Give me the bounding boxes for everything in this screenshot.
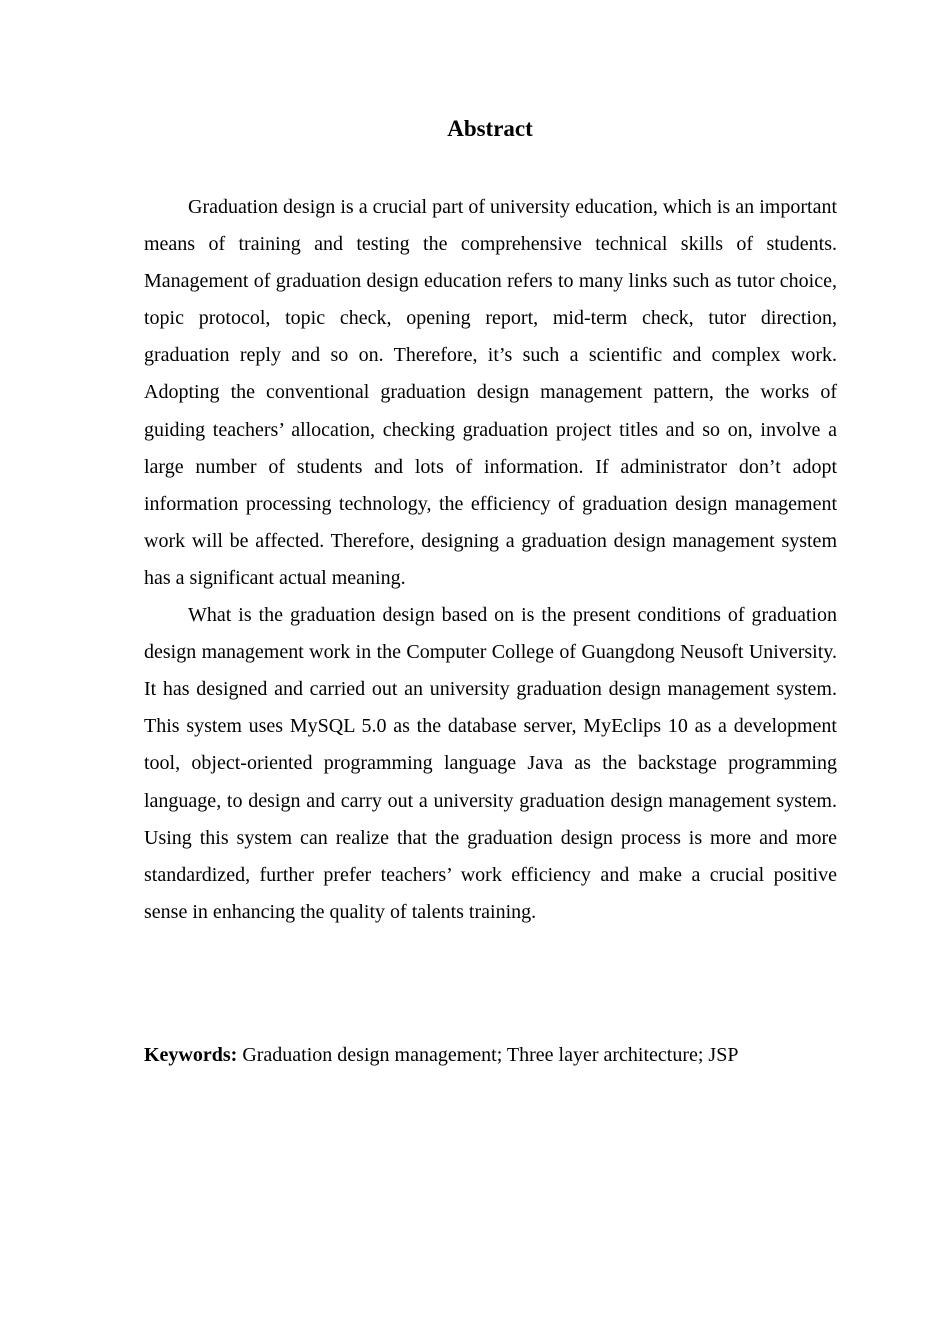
keywords-label: Keywords: [144,1044,238,1066]
abstract-body [144,189,837,931]
abstract-paragraph-2: What is the graduation design based on is the present conditions of graduation design management work in the Computer College of Guangdong Neusoft University. It has designed and carried out an university graduation design management system. This system uses MySQL 5.0 as the database server, MyEclips 10 as a development tool, object-oriented programming language Java as the backstage programming language, to design and carry out a university graduation design management system. Using this system can realize that the graduation design process is more and more standardized, further prefer teachers’ work efficiency and make a crucial positive sense in enhancing the quality of talents training. [144,604,837,923]
abstract-paragraph-1: Graduation design is a crucial part of university education, which is an important means of training and testing the comprehensive technical skills of students. Management of graduation design education refers to many links such as tutor choice, topic protocol, topic check, opening report, mid-term check, tutor direction, graduation reply and so on. Therefore, it’s such a scientific and complex work. Adopting the conventional graduation design management pattern, the works of guiding teachers’ allocation, checking graduation project titles and so on, involve a large number of students and lots of information. If administrator don’t adopt information processing technology, the efficiency of graduation design management work will be affected. Therefore, designing a graduation design management system has a significant actual meaning. [144,196,837,589]
keywords-text: Graduation design management; Three layer architecture; JSP [237,1044,739,1066]
abstract-title: Abstract [447,116,533,141]
keywords-line [144,1037,844,1074]
